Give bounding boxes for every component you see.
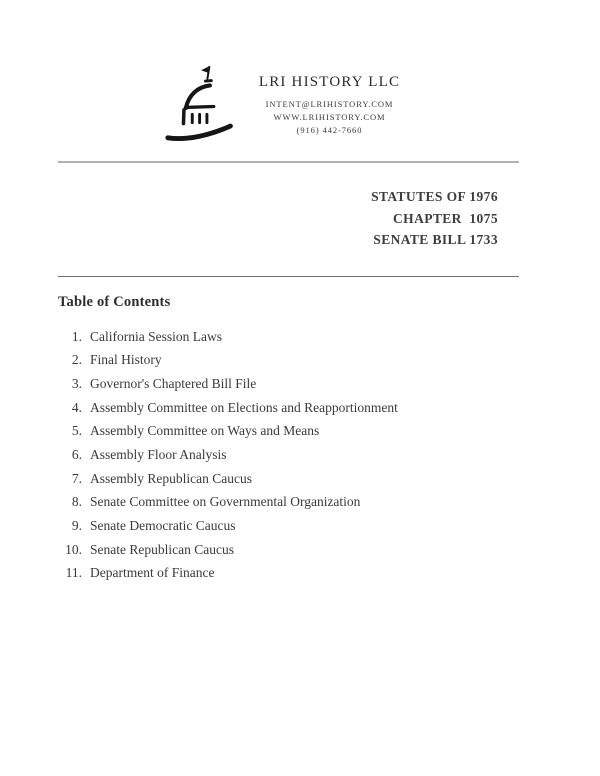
toc-item	[62, 353, 519, 368]
toc-item	[62, 424, 519, 439]
toc-title: Table of Contents	[58, 293, 171, 310]
toc-item-label: Governor's Chaptered Bill File	[90, 375, 257, 391]
toc-item-number: 11.	[65, 565, 82, 581]
statutes-line: STATUTES OF 1976	[371, 189, 498, 204]
contact-phone: (916) 442-7660	[296, 125, 363, 135]
toc-item-number: 5.	[71, 423, 82, 439]
letterhead-text	[259, 74, 400, 137]
capitol-dome-logo-icon	[155, 62, 253, 150]
toc-item-number: 7.	[71, 470, 82, 486]
toc-item	[62, 472, 519, 487]
toc-item-label: Senate Committee on Governmental Organization	[90, 494, 361, 510]
toc-item-number: 8.	[71, 494, 82, 510]
toc-item-label: Assembly Republican Caucus	[90, 470, 252, 486]
toc-item-number: 2.	[71, 352, 82, 368]
senate-bill-line: SENATE BILL 1733	[373, 232, 498, 247]
toc-item-label: Assembly Committee on Elections and Reapportionment	[90, 399, 398, 415]
toc-item-label: Final History	[90, 352, 162, 368]
toc-item-number: 4.	[71, 399, 82, 415]
contact-email: INTENT@LRIHISTORY.COM	[265, 99, 394, 109]
toc-item-number: 10.	[65, 541, 82, 557]
letterhead	[36, 0, 519, 150]
toc-item-number: 3.	[71, 375, 82, 391]
toc-item-label: Senate Democratic Caucus	[90, 518, 236, 533]
toc-item-number: 6.	[71, 446, 82, 462]
divider-bottom	[58, 276, 519, 277]
toc-item-label: Department of Finance	[90, 565, 215, 581]
toc-item	[62, 377, 519, 392]
toc-item	[62, 566, 519, 581]
toc-item	[62, 519, 519, 534]
toc-item-number: 9.	[71, 518, 82, 533]
toc-item-label: Senate Republican Caucus	[90, 541, 234, 557]
toc-item	[62, 401, 519, 416]
chapter-line: CHAPTER 1075	[393, 210, 498, 226]
divider-top	[58, 161, 519, 163]
toc-item	[62, 448, 519, 463]
toc-item-label: Assembly Committee on Ways and Means	[90, 423, 320, 439]
statute-reference-block	[58, 186, 519, 251]
toc-item-number: 1.	[71, 328, 82, 344]
toc-item-label: Assembly Floor Analysis	[90, 446, 227, 462]
toc-item	[62, 543, 519, 558]
toc-item	[62, 330, 519, 345]
toc-item-label: California Session Laws	[90, 328, 222, 344]
company-name: LRI HISTORY LLC	[258, 74, 401, 90]
contact-website: WWW.LRIHISTORY.COM	[273, 112, 386, 122]
toc-item	[62, 495, 519, 510]
toc-list	[58, 330, 519, 581]
